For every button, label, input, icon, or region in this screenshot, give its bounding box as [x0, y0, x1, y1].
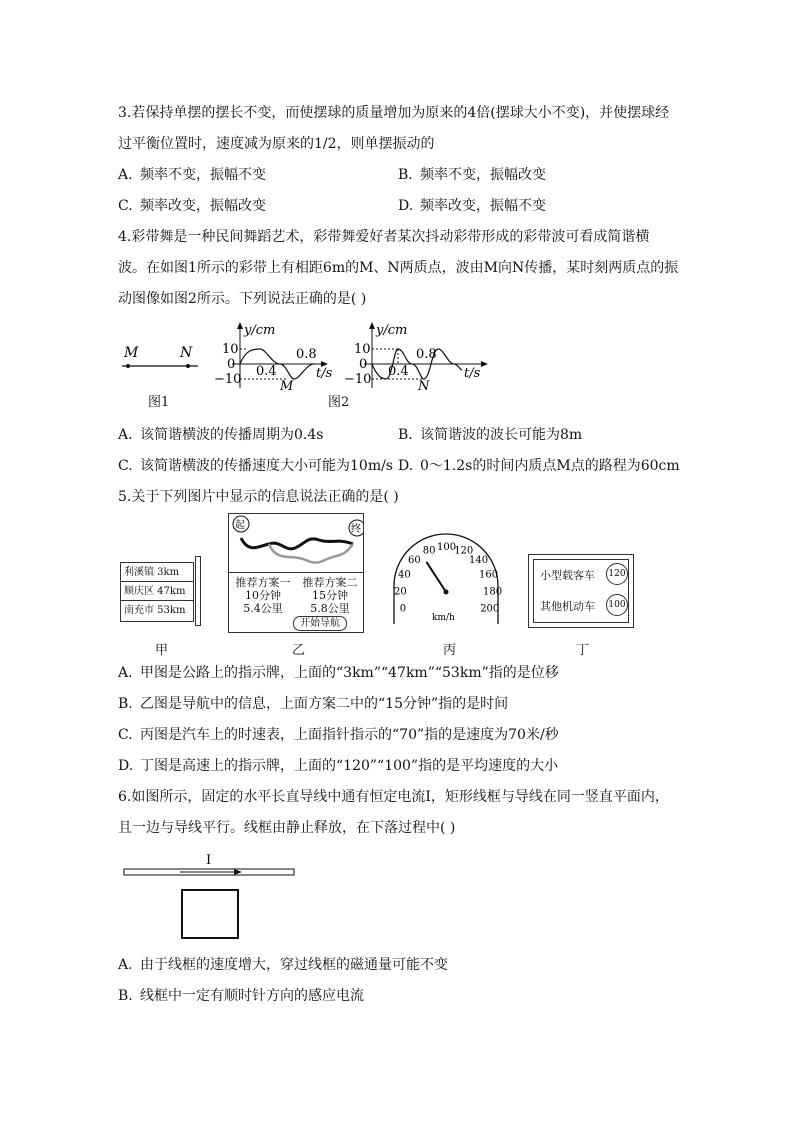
start-navigation-button[interactable]: 开始导航	[293, 616, 347, 631]
plan1[interactable]	[232, 576, 294, 615]
option-text: 频率改变，振幅不变	[420, 198, 546, 214]
speedo-tick-label: 20	[394, 586, 407, 598]
option-text: 0～1.2s的时间内质点M点的路程为60cm	[420, 458, 680, 474]
end-label: 终	[351, 524, 361, 535]
q6-option-b[interactable]	[118, 986, 364, 1006]
yi-caption: 乙	[292, 643, 306, 658]
q5-option-a[interactable]	[118, 663, 559, 683]
q5-option-b[interactable]	[118, 694, 508, 714]
q4-stem-line2: 波。在如图1所示的彩带上有相距6m的M、N两质点，波由M向N传播，某时刻两质点的振	[118, 260, 679, 276]
sign-post	[195, 556, 201, 626]
plan2-time: 15分钟	[312, 589, 348, 602]
ding-row2-label: 其他机动车	[540, 600, 595, 613]
route-1	[241, 538, 353, 549]
option-key: A.	[118, 427, 133, 443]
option-key: D.	[118, 758, 134, 774]
option-key: D.	[398, 198, 414, 214]
tick-neg10: −10	[344, 372, 372, 387]
fig1-caption: 图1	[148, 395, 170, 410]
axis-t-arrow	[481, 361, 488, 367]
option-text: 频率改变，振幅改变	[140, 198, 266, 214]
fig1-label-m: M	[124, 345, 139, 361]
q4-stem-line1: 4.彩带舞是一种民间舞蹈艺术，彩带舞爱好者某次抖动彩带形成的彩带波可看成简谐横	[118, 229, 650, 245]
plan2-title: 推荐方案二	[302, 576, 358, 589]
q5-option-d[interactable]	[118, 756, 558, 776]
tick-neg10: −10	[214, 372, 242, 387]
q4-option-a[interactable]	[118, 425, 323, 445]
xlabel: t/s	[316, 366, 332, 381]
q6-option-a[interactable]	[118, 955, 448, 975]
axis-y-arrow	[237, 322, 243, 329]
fig1-label-n: N	[180, 345, 193, 361]
fig2-caption: 图2	[328, 395, 350, 410]
q4-option-c[interactable]	[118, 456, 393, 476]
plan2[interactable]	[299, 576, 361, 615]
tick-10: 10	[222, 342, 239, 357]
speedo-tick-label: 0	[399, 603, 407, 615]
rectangular-loop	[182, 890, 238, 938]
option-key: B.	[398, 167, 413, 183]
option-text: 频率不变，振幅不变	[140, 167, 266, 183]
axis-y-arrow	[369, 322, 375, 329]
option-text: 该简谐横波的传播周期为0.4s	[140, 427, 324, 443]
speedo-tick-label: 180	[483, 586, 503, 598]
current-label: I	[206, 853, 212, 868]
q4-figure2-graph-n	[342, 320, 492, 390]
tick-04: 0.4	[388, 364, 409, 379]
sign-board	[120, 562, 194, 622]
nav-divider	[229, 572, 363, 573]
q3-stem-line1: 3.若保持单摆的摆长不变，而使摆球的质量增加为原来的4倍(摆球大小不变)，并使摆球经	[118, 105, 670, 121]
speedo-hub	[444, 590, 449, 595]
ylabel: y/cm	[376, 323, 408, 338]
sign-row: 南充市 53km	[124, 605, 186, 616]
q4-option-d[interactable]	[398, 456, 680, 476]
tick-0: 0	[227, 357, 236, 372]
option-key: A.	[118, 167, 133, 183]
nav-map	[229, 514, 363, 574]
q5-navigation-yi	[228, 513, 364, 633]
fig1-point-m	[126, 364, 130, 368]
q4-figure1	[118, 338, 218, 378]
tick-04: 0.4	[256, 364, 277, 379]
option-key: B.	[398, 427, 413, 443]
speedo-tick-label: 160	[479, 569, 499, 581]
tick-10: 10	[354, 342, 371, 357]
option-key: A.	[118, 665, 133, 681]
option-key: C.	[118, 458, 133, 474]
q5-speedometer-bing	[388, 528, 504, 628]
ding-row1-label: 小型载客车	[540, 569, 595, 582]
ding-caption: 丁	[576, 643, 590, 658]
plan1-distance: 5.4公里	[243, 602, 283, 615]
option-text: 丙图是汽车上的时速表，上面指针指示的“70”指的是速度为70米/秒	[140, 727, 559, 743]
speedo-tick-label: 120	[454, 545, 474, 557]
point-m-label: M	[280, 379, 294, 390]
q4-option-b[interactable]	[398, 425, 582, 445]
speedo-tick-label: 40	[398, 569, 411, 581]
ylabel: y/cm	[244, 323, 276, 338]
sign-row: 利溪镇 3km	[121, 563, 193, 582]
tick-0: 0	[359, 357, 368, 372]
option-text: 由于线框的速度增大，穿过线框的磁通量可能不变	[140, 957, 448, 973]
option-text: 乙图是导航中的信息，上面方案二中的“15分钟”指的是时间	[140, 696, 509, 712]
q4-stem-line3: 动图像如图2所示。下列说法正确的是( )	[118, 291, 367, 307]
q3-option-d[interactable]	[398, 196, 546, 216]
speedo-tick-label: 100	[437, 542, 457, 553]
option-text: 该简谐波的波长可能为8m	[420, 427, 583, 443]
speedo-tick-label: 60	[408, 554, 421, 566]
tick-08: 0.8	[416, 347, 437, 362]
option-key: D.	[398, 458, 414, 474]
option-text: 甲图是公路上的指示牌，上面的“3km”“47km”“53km”指的是位移	[140, 665, 559, 681]
fig1-point-n	[186, 364, 190, 368]
point-n-label: N	[418, 379, 430, 390]
q3-option-c[interactable]	[118, 196, 266, 216]
option-text: 线框中一定有顺时针方向的感应电流	[140, 988, 364, 1004]
option-key: B.	[118, 696, 133, 712]
speedo-tick-label: 140	[469, 554, 489, 566]
q3-option-a[interactable]	[118, 165, 266, 185]
bing-caption: 丙	[443, 643, 457, 658]
speedo-tick-label: 200	[480, 603, 500, 615]
q4-figure2-graph-m	[212, 320, 332, 390]
sign-row: 顺庆区 47km	[121, 582, 193, 601]
speedo-unit: km/h	[432, 613, 455, 623]
option-key: B.	[118, 988, 133, 1004]
ding-row2-speed: 100	[606, 594, 628, 616]
start-label: 起	[235, 520, 245, 531]
option-key: C.	[118, 727, 133, 743]
speedo-tick-label: 80	[422, 545, 436, 557]
q5-option-c[interactable]	[118, 725, 559, 745]
ding-row1-speed: 120	[606, 563, 628, 585]
q5-sign-ding	[528, 554, 634, 628]
option-text: 丁图是高速上的指示牌，上面的“120”“100”指的是平均速度的大小	[140, 758, 559, 774]
q5-sign-jia	[120, 562, 204, 622]
q3-stem-line2: 过平衡位置时，速度减为原来的1/2，则单摆振动的	[118, 136, 435, 152]
option-text: 该简谐横波的传播速度大小可能为10m/s	[140, 458, 393, 474]
option-key: C.	[118, 198, 133, 214]
plan2-distance: 5.8公里	[310, 602, 350, 615]
sign-inner	[533, 559, 629, 623]
q3-option-b[interactable]	[398, 165, 546, 185]
q6-stem-line1: 6.如图所示，固定的水平长直导线中通有恒定电流I，矩形线框与导线在同一竖直平面内，	[118, 789, 669, 805]
option-text: 频率不变，振幅改变	[420, 167, 546, 183]
jia-caption: 甲	[155, 643, 169, 658]
speedo-needle	[426, 562, 446, 592]
q6-figure	[120, 850, 300, 942]
plan1-title: 推荐方案一	[235, 576, 291, 589]
plan1-time: 10分钟	[245, 589, 281, 602]
xlabel: t/s	[464, 366, 481, 381]
q5-stem-line1: 5.关于下列图片中显示的信息说法正确的是( )	[118, 489, 399, 505]
option-key: A.	[118, 957, 133, 973]
tick-08: 0.8	[296, 347, 317, 362]
q6-stem-line2: 且一边与导线平行。线框由静止释放，在下落过程中( )	[118, 820, 456, 836]
